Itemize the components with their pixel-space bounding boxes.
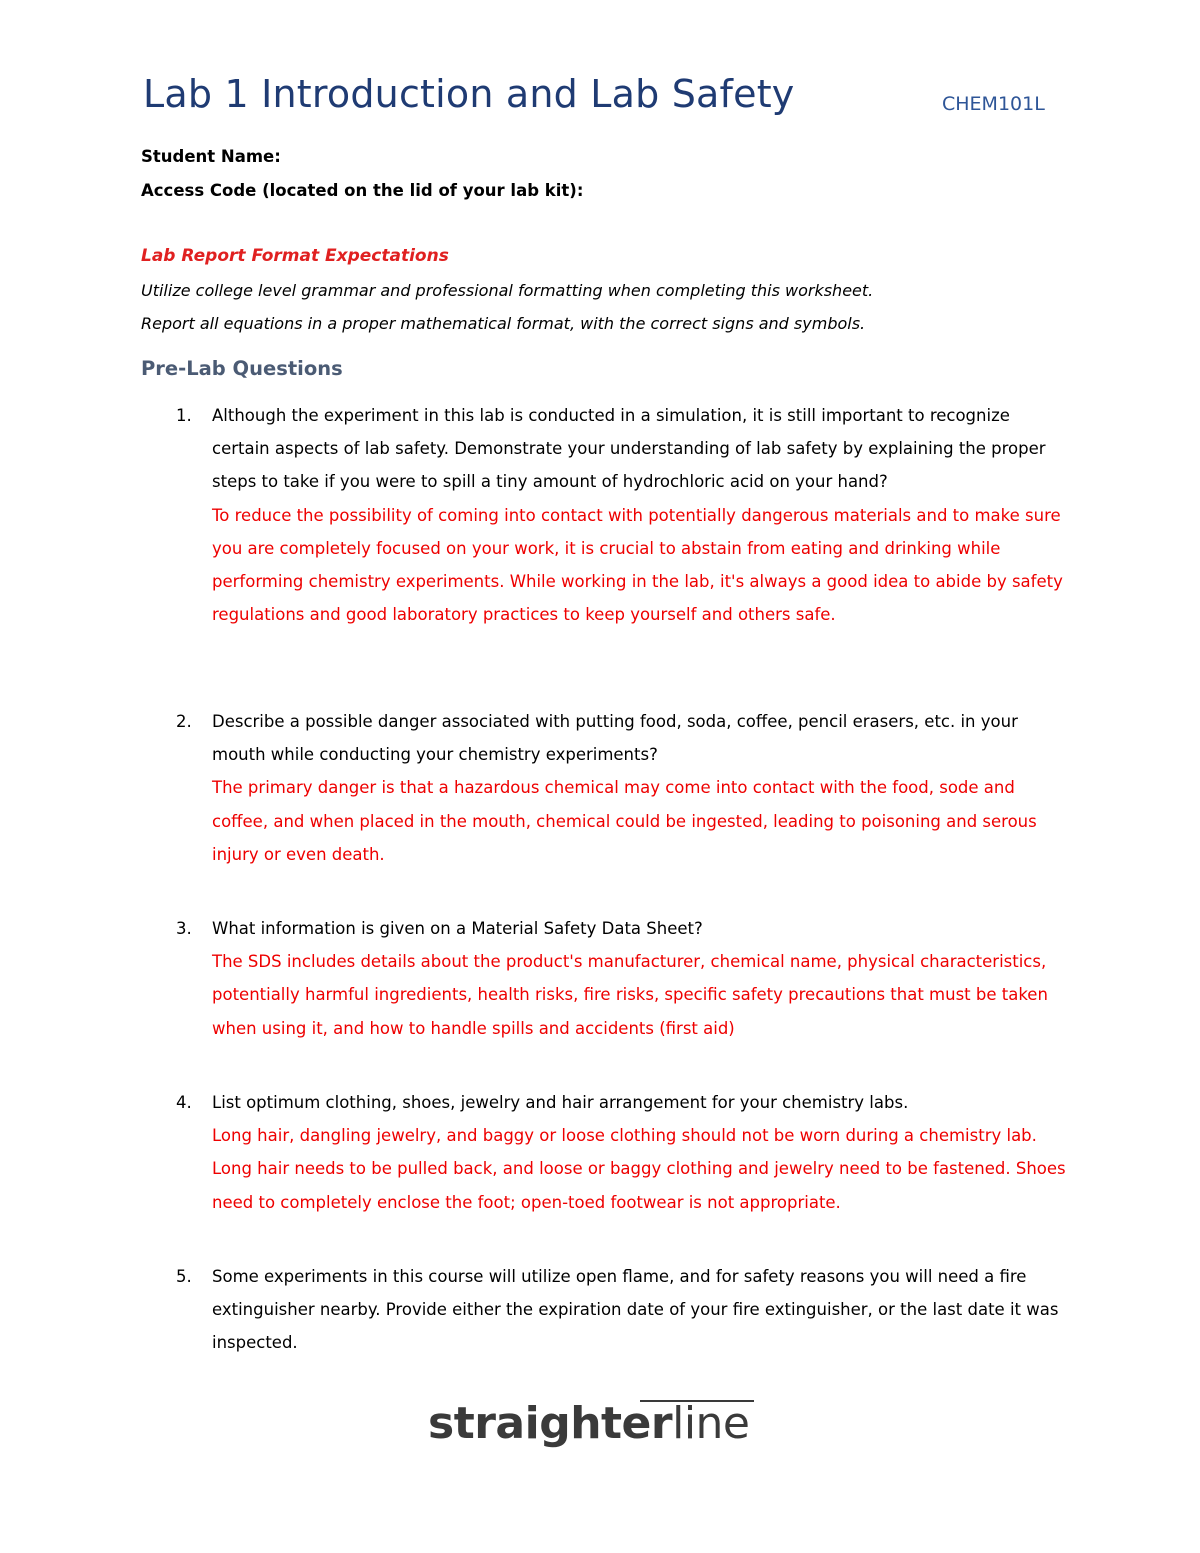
student-name-label: Student Name: [141,147,281,166]
question-text: Describe a possible danger associated with putting food, soda, coffee, pencil erasers, etc. in your mouth while conducting your chemistry experiments? [212,712,1018,765]
format-expectation-line: Report all equations in a proper mathematical format, with the correct signs and symbols. [141,314,866,333]
question-body [212,705,1072,871]
question-number: 3. [176,919,192,938]
straighterline-logo [428,1398,768,1458]
access-code-label: Access Code (located on the lid of your lab kit): [141,181,584,200]
logo-text-bold: straighter [428,1398,673,1449]
question-body [212,912,1072,1045]
format-expectations-heading: Lab Report Format Expectations [141,246,449,266]
question-text: List optimum clothing, shoes, jewelry and hair arrangement for your chemistry labs. [212,1093,909,1112]
question-text: Although the experiment in this lab is conducted in a simulation, it is still important to recognize certain aspects of lab safety. Demonstrate your understanding of lab safety by explaining the proper steps to take if you were to spill a tiny amount of hydrochloric acid on your hand? [212,406,1046,492]
answer-text: The primary danger is that a hazardous chemical may come into contact with the food, sode and coffee, and when placed in the mouth, chemical could be ingested, leading to poisoning and serous injury or even death. [212,778,1037,864]
answer-text: Long hair, dangling jewelry, and baggy or loose clothing should not be worn during a chemistry lab. Long hair needs to be pulled back, and loose or baggy clothing and jewelry need to be fastened. Shoes need to completely enclose the foot; open-toed footwear is not appropriate. [212,1126,1066,1212]
answer-text: The SDS includes details about the product's manufacturer, chemical name, physical characteristics, potentially harmful ingredients, health risks, fire risks, specific safety precautions that must be taken when using it, and how to handle spills and accidents (first aid) [212,952,1048,1038]
course-code: CHEM101L [942,93,1045,115]
question-text: What information is given on a Material Safety Data Sheet? [212,919,703,938]
question-body [212,1260,1072,1360]
question-body [212,399,1072,631]
prelab-heading: Pre-Lab Questions [141,357,343,380]
logo-text-light: line [672,1398,750,1449]
question-number: 1. [176,406,192,425]
question-number: 5. [176,1267,192,1286]
logo-wordmark [428,1398,750,1449]
format-expectation-line: Utilize college level grammar and professional formatting when completing this worksheet. [141,281,874,300]
question-body [212,1086,1072,1219]
question-number: 2. [176,712,192,731]
question-text: Some experiments in this course will utilize open flame, and for safety reasons you will need a fire extinguisher nearby. Provide either the expiration date of your fire extinguisher, or the last date it was inspected. [212,1267,1059,1353]
page-title: Lab 1 Introduction and Lab Safety [143,72,795,116]
answer-text: To reduce the possibility of coming into contact with potentially dangerous materials and to make sure you are completely focused on your work, it is crucial to abstain from eating and drinking while performing chemistry experiments. While working in the lab, it's always a good idea to abide by safety regulations and good laboratory practices to keep yourself and others safe. [212,505,1063,625]
question-number: 4. [176,1093,192,1112]
